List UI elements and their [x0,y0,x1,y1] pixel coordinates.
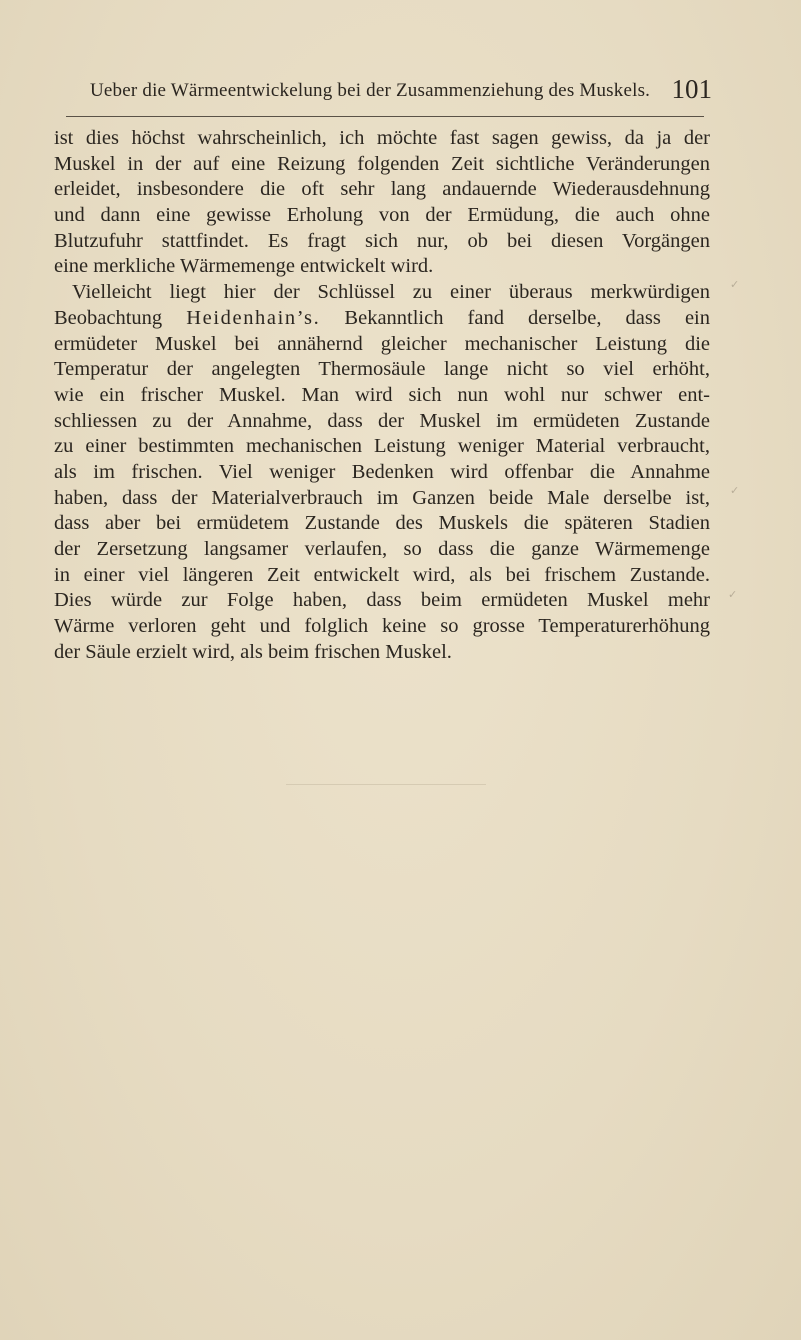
text-fragment: Beobachtung [54,306,187,329]
body-text [54,126,710,665]
header-rule [66,116,704,117]
text-line: Wärme verloren geht und folglich keine so grosse Temperaturerhöhung [54,615,710,638]
margin-pencil-mark: ✓ [730,485,740,497]
text-line: Temperatur der angelegten Thermosäule lange nicht so viel erhöht, [54,358,710,381]
text-line-with-name [54,306,710,332]
running-head [90,66,720,106]
text-line: haben, dass der Materialverbrauch im Ganzen beide Male derselbe ist, [54,486,710,509]
text-line: der Zersetzung langsamer verlaufen, so dass die ganze Wärmemenge [54,538,710,560]
faint-bottom-rule [286,784,486,785]
text-line: als im frischen. Viel weniger Bedenken wird offenbar die Annahme [54,460,710,483]
text-line: erleidet, insbesondere die oft sehr lang andauernde Wiederausdehnung [54,178,710,201]
text-line: ist dies höchst wahrscheinlich, ich möchte fast sagen gewiss, da ja der [54,127,710,149]
text-line: eine merkliche Wärmemenge entwickelt wird. [54,255,434,278]
text-fragment: Bekanntlich fand derselbe, dass ein [320,306,710,329]
margin-pencil-mark: ✓ [728,589,738,601]
text-line: Dies würde zur Folge haben, dass beim ermüdeten Muskel mehr [54,589,710,612]
text-line: Blutzufuhr stattfindet. Es fragt sich nur, ob bei diesen Vorgängen [54,229,710,252]
text-line: in einer viel längeren Zeit entwickelt wird, als bei frischem Zustande. [54,563,710,586]
text-line: ermüdeter Muskel bei annähernd gleicher mechanischer Leistung die [54,332,710,355]
text-line: der Säule erzielt wird, als beim frischen Muskel. [54,640,452,663]
text-line: zu einer bestimmten mechanischen Leistung weniger Material verbraucht, [54,435,710,458]
text-line: schliessen zu der Annahme, dass der Muskel im ermüdeten Zustande [54,409,710,432]
text-line: Muskel in der auf eine Reizung folgenden Zeit sichtliche Veränderungen [54,152,710,175]
page-number: 101 [671,74,712,104]
text-line: wie ein frischer Muskel. Man wird sich nun wohl nur schwer ent- [54,383,710,406]
text-line: dass aber bei ermüdetem Zustande des Muskels die späteren Stadien [54,512,710,535]
text-line: und dann eine gewisse Erholung von der Ermüdung, die auch ohne [54,204,710,227]
author-name: Heidenhain’s. [186,306,321,329]
running-head-title: Ueber die Wärmeentwickelung bei der Zusammenziehung des Muskels. [90,80,651,101]
margin-pencil-mark: ✓ [730,279,740,291]
text-line: Vielleicht liegt hier der Schlüssel zu einer überaus merkwürdigen [72,281,710,304]
